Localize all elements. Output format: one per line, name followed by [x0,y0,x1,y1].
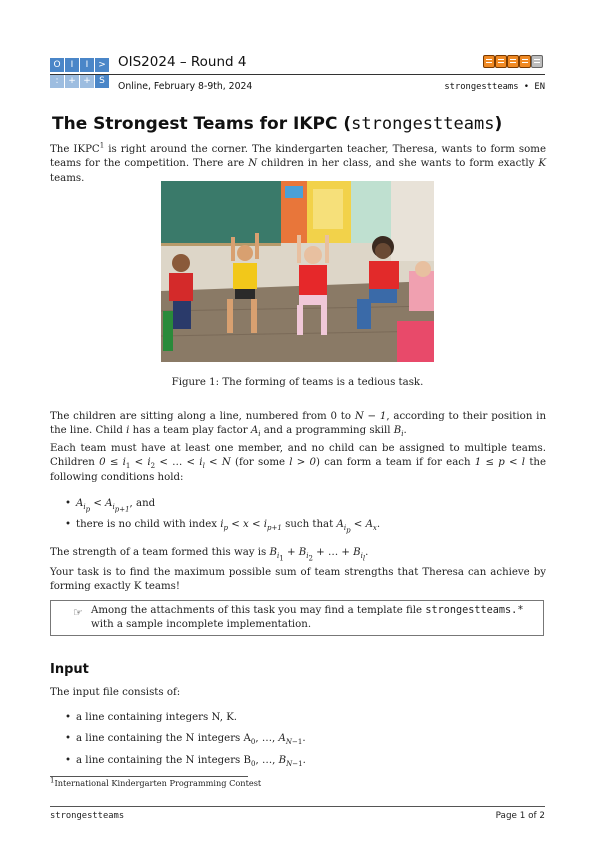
logo-cell: + [80,74,94,88]
input-intro: The input file consists of: [50,687,181,698]
template-note-text: Among the attachments of this task you may find a template file strongestteams.* with a sample incomplete implementation. [91,605,524,631]
pointing-hand-icon: ☞ [73,606,83,619]
difficulty-box-icon [519,55,531,68]
logo-cell: + [65,74,79,88]
difficulty-box-icon [495,55,507,68]
difficulty-indicator [483,55,545,67]
difficulty-box-icon [507,55,519,68]
difficulty-box-icon [531,55,543,68]
task-code: strongestteams [351,114,495,134]
input-item: • a line containing the N integers $A_0$, …, $A_{N-1}$. [50,732,546,746]
footnote: $^1$International Kindergarten Programming Contest [50,776,262,788]
task-title: The Strongest Teams for IKPC (strongestteams) [52,114,503,134]
header-rule [50,74,545,75]
condition-item: • there is no child with index $i_p < x < i_{p+1}$ such that $A_{i_p} < A_x$. [50,518,546,532]
input-heading: Input [50,662,89,677]
contest-title: OIS2024 – Round 4 [118,54,247,70]
footnote-mark: 1 [99,141,105,150]
input-item: • a line containing the N integers $B_0$, …, $B_{N-1}$. [50,754,546,768]
logo-cell: : [50,74,64,88]
logo-cell: I [65,58,79,72]
condition-item: • $A_{i_p} < A_{i_{p+1}}$, and [50,497,546,511]
input-list [50,711,546,768]
paragraph-task: Your task is to find the maximum possible sum of team strengths that Theresa can achieve by forming exactly K teams! [50,567,546,593]
figure-caption: Figure 1: The forming of teams is a tedious task. [171,377,424,388]
task-title-text: The Strongest Teams for IKPC [52,114,338,134]
logo-cell: I [80,58,94,72]
template-note-box [50,600,544,636]
paragraph-team-conditions: Each team must have at least one member, and no child can be assigned to multiple teams. Children $0 \le i_1 < i_2$ < … < $i_l < N$ (for some l > 0) can form a team if for each 1 ≤ p < l the following conditions hold: [50,443,546,483]
intro-paragraph: The IKPC$^1$ is right around the corner. The kindergarten teacher, Theresa, wants to form some teams for the competition. There are N children in her class, and she wants to form exactly K teams. [50,141,547,184]
footnote-rule [50,776,248,777]
logo-cell: O [50,58,64,72]
footer-rule [50,806,545,807]
conditions-list [50,497,546,533]
difficulty-box-icon [483,55,495,68]
classroom-photo [161,181,434,362]
paragraph-strength: The strength of a team formed this way is $B_{i_1} + B_{i_2}$ + … + $B_{i_l}$. [50,547,369,563]
footer-task-name: strongestteams [50,811,125,821]
contest-date: Online, February 8-9th, 2024 [118,81,253,92]
page-number: Page 1 of 2 [495,811,545,821]
paragraph-children: The children are sitting along a line, numbered from 0 to N − 1, according to their position in the line. Child i has a team play factor $A_i$ and a programming skill $B_i$. [50,411,546,439]
template-file-name: strongestteams.* [425,605,524,616]
input-item: • a line containing integers N, K. [50,711,546,725]
logo-cell: > [95,58,109,72]
logo-cell: S [95,74,109,88]
task-and-language: strongestteams • EN [444,82,545,92]
